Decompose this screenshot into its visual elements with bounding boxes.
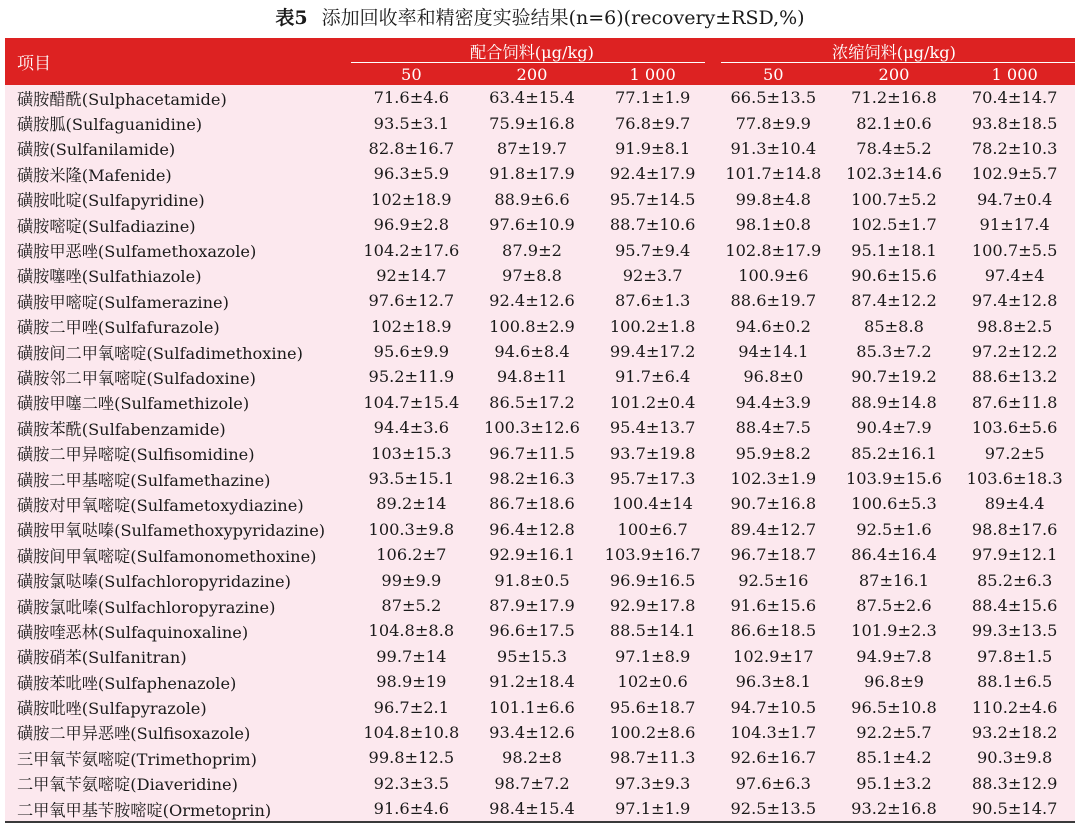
recovery-value-cell: 90.4±7.9 bbox=[834, 415, 955, 440]
recovery-value-cell: 85.3±7.2 bbox=[834, 339, 955, 364]
recovery-value-cell: 90.7±16.8 bbox=[713, 491, 834, 516]
recovery-value-cell: 93.5±15.1 bbox=[351, 466, 472, 491]
recovery-value-cell: 97.9±12.1 bbox=[954, 542, 1075, 567]
recovery-value-cell: 91.8±17.9 bbox=[472, 161, 593, 186]
recovery-value-cell: 99.3±13.5 bbox=[954, 618, 1075, 643]
recovery-value-cell: 96.4±12.8 bbox=[472, 517, 593, 542]
recovery-value-cell: 97.6±6.3 bbox=[713, 771, 834, 796]
table-row bbox=[5, 440, 1075, 465]
recovery-value-cell: 86.6±18.5 bbox=[713, 618, 834, 643]
recovery-value-cell: 96.7±11.5 bbox=[472, 440, 593, 465]
recovery-value-cell: 91.9±8.1 bbox=[592, 136, 713, 161]
recovery-value-cell: 87.5±2.6 bbox=[834, 593, 955, 618]
level-header: 1 000 bbox=[954, 63, 1075, 85]
recovery-value-cell: 95.7±14.5 bbox=[592, 187, 713, 212]
recovery-value-cell: 100.2±1.8 bbox=[592, 314, 713, 339]
recovery-value-cell: 90.7±19.2 bbox=[834, 364, 955, 389]
recovery-value-cell: 78.2±10.3 bbox=[954, 136, 1075, 161]
recovery-value-cell: 94.8±11 bbox=[472, 364, 593, 389]
recovery-value-cell: 100.3±9.8 bbox=[351, 517, 472, 542]
recovery-value-cell: 91.6±4.6 bbox=[351, 796, 472, 822]
table-row bbox=[5, 314, 1075, 339]
compound-name-cell: 磺胺吡唑(Sulfapyrazole) bbox=[5, 694, 351, 719]
level-header: 200 bbox=[834, 63, 955, 85]
recovery-value-cell: 89±4.4 bbox=[954, 491, 1075, 516]
recovery-value-cell: 100±6.7 bbox=[592, 517, 713, 542]
recovery-value-cell: 99.8±4.8 bbox=[713, 187, 834, 212]
recovery-value-cell: 106.2±7 bbox=[351, 542, 472, 567]
level-header: 50 bbox=[351, 63, 472, 85]
compound-name-cell: 磺胺甲恶唑(Sulfamethoxazole) bbox=[5, 237, 351, 262]
recovery-value-cell: 104.8±10.8 bbox=[351, 720, 472, 745]
recovery-value-cell: 96.7±2.1 bbox=[351, 694, 472, 719]
table-row bbox=[5, 237, 1075, 262]
table-row bbox=[5, 187, 1075, 212]
recovery-value-cell: 95.7±17.3 bbox=[592, 466, 713, 491]
recovery-value-cell: 97.2±12.2 bbox=[954, 339, 1075, 364]
recovery-value-cell: 99.4±17.2 bbox=[592, 339, 713, 364]
recovery-value-cell: 92.5±13.5 bbox=[713, 796, 834, 822]
recovery-value-cell: 88.1±6.5 bbox=[954, 669, 1075, 694]
recovery-value-cell: 104.2±17.6 bbox=[351, 237, 472, 262]
table-row bbox=[5, 288, 1075, 313]
recovery-value-cell: 92.9±16.1 bbox=[472, 542, 593, 567]
compound-name-cell: 二甲氧甲基苄胺嘧啶(Ormetoprin) bbox=[5, 796, 351, 822]
table-row bbox=[5, 644, 1075, 669]
recovery-value-cell: 95±15.3 bbox=[472, 644, 593, 669]
compound-name-cell: 磺胺间甲氧嘧啶(Sulfamonomethoxine) bbox=[5, 542, 351, 567]
recovery-value-cell: 96.9±16.5 bbox=[592, 567, 713, 592]
recovery-value-cell: 96.8±9 bbox=[834, 669, 955, 694]
recovery-value-cell: 96.5±10.8 bbox=[834, 694, 955, 719]
recovery-value-cell: 88.3±12.9 bbox=[954, 771, 1075, 796]
recovery-value-cell: 102.3±1.9 bbox=[713, 466, 834, 491]
compound-name-cell: 磺胺二甲异恶唑(Sulfisoxazole) bbox=[5, 720, 351, 745]
recovery-value-cell: 98.7±11.3 bbox=[592, 745, 713, 770]
recovery-value-cell: 97.6±12.7 bbox=[351, 288, 472, 313]
compound-name-cell: 磺胺(Sulfanilamide) bbox=[5, 136, 351, 161]
recovery-value-cell: 95.6±18.7 bbox=[592, 694, 713, 719]
recovery-value-cell: 97.1±1.9 bbox=[592, 796, 713, 822]
table-row bbox=[5, 796, 1075, 822]
recovery-value-cell: 92.9±17.8 bbox=[592, 593, 713, 618]
recovery-value-cell: 98.2±16.3 bbox=[472, 466, 593, 491]
recovery-value-cell: 85.1±4.2 bbox=[834, 745, 955, 770]
recovery-value-cell: 98.9±19 bbox=[351, 669, 472, 694]
recovery-value-cell: 92.4±12.6 bbox=[472, 288, 593, 313]
recovery-value-cell: 102.9±17 bbox=[713, 644, 834, 669]
recovery-value-cell: 94.4±3.6 bbox=[351, 415, 472, 440]
compound-name-cell: 二甲氧苄氨嘧啶(Diaveridine) bbox=[5, 771, 351, 796]
table-row bbox=[5, 415, 1075, 440]
recovery-value-cell: 77.1±1.9 bbox=[592, 85, 713, 110]
group-header-compound-feed-label: 配合饲料(μg/kg) bbox=[470, 42, 594, 62]
recovery-value-cell: 101.1±6.6 bbox=[472, 694, 593, 719]
recovery-value-cell: 102.8±17.9 bbox=[713, 237, 834, 262]
recovery-value-cell: 87±16.1 bbox=[834, 567, 955, 592]
compound-name-cell: 磺胺吡啶(Sulfapyridine) bbox=[5, 187, 351, 212]
group-header-concentrate-feed-label: 浓缩饲料(μg/kg) bbox=[832, 42, 956, 62]
recovery-value-cell: 88.4±15.6 bbox=[954, 593, 1075, 618]
compound-name-cell: 磺胺二甲基嘧啶(Sulfamethazine) bbox=[5, 466, 351, 491]
table-title: 添加回收率和精密度实验结果(n=6)(recovery±RSD,%) bbox=[321, 7, 805, 29]
recovery-value-cell: 102±0.6 bbox=[592, 669, 713, 694]
recovery-value-cell: 97.1±8.9 bbox=[592, 644, 713, 669]
recovery-value-cell: 71.6±4.6 bbox=[351, 85, 472, 110]
table-row bbox=[5, 491, 1075, 516]
recovery-value-cell: 88.6±13.2 bbox=[954, 364, 1075, 389]
compound-name-cell: 磺胺对甲氧嘧啶(Sulfametoxydiazine) bbox=[5, 491, 351, 516]
recovery-value-cell: 100.6±5.3 bbox=[834, 491, 955, 516]
recovery-value-cell: 90.6±15.6 bbox=[834, 263, 955, 288]
recovery-value-cell: 92±3.7 bbox=[592, 263, 713, 288]
recovery-value-cell: 87±19.7 bbox=[472, 136, 593, 161]
recovery-value-cell: 100.9±6 bbox=[713, 263, 834, 288]
recovery-value-cell: 88.9±6.6 bbox=[472, 187, 593, 212]
recovery-value-cell: 94.6±0.2 bbox=[713, 314, 834, 339]
recovery-value-cell: 96.3±5.9 bbox=[351, 161, 472, 186]
recovery-value-cell: 93.5±3.1 bbox=[351, 110, 472, 135]
table-row bbox=[5, 212, 1075, 237]
recovery-value-cell: 95.4±13.7 bbox=[592, 415, 713, 440]
compound-name-cell: 三甲氧苄氨嘧啶(Trimethoprim) bbox=[5, 745, 351, 770]
recovery-value-cell: 96.9±2.8 bbox=[351, 212, 472, 237]
recovery-value-cell: 93.7±19.8 bbox=[592, 440, 713, 465]
compound-name-cell: 磺胺二甲唑(Sulfafurazole) bbox=[5, 314, 351, 339]
recovery-value-cell: 95.7±9.4 bbox=[592, 237, 713, 262]
recovery-value-cell: 92±14.7 bbox=[351, 263, 472, 288]
compound-name-cell: 磺胺邻二甲氧嘧啶(Sulfadoxine) bbox=[5, 364, 351, 389]
recovery-value-cell: 101.9±2.3 bbox=[834, 618, 955, 643]
recovery-value-cell: 96.8±0 bbox=[713, 364, 834, 389]
recovery-value-cell: 75.9±16.8 bbox=[472, 110, 593, 135]
table-row bbox=[5, 466, 1075, 491]
recovery-value-cell: 102.3±14.6 bbox=[834, 161, 955, 186]
table-row bbox=[5, 567, 1075, 592]
recovery-value-cell: 86.7±18.6 bbox=[472, 491, 593, 516]
recovery-value-cell: 96.6±17.5 bbox=[472, 618, 593, 643]
table-header bbox=[5, 38, 1075, 85]
recovery-value-cell: 82.1±0.6 bbox=[834, 110, 955, 135]
compound-name-cell: 磺胺噻唑(Sulfathiazole) bbox=[5, 263, 351, 288]
compound-name-cell: 磺胺甲噻二唑(Sulfamethizole) bbox=[5, 390, 351, 415]
recovery-value-cell: 102.9±5.7 bbox=[954, 161, 1075, 186]
recovery-value-cell: 87.9±17.9 bbox=[472, 593, 593, 618]
level-header: 200 bbox=[472, 63, 593, 85]
table-row bbox=[5, 390, 1075, 415]
recovery-value-cell: 102.5±1.7 bbox=[834, 212, 955, 237]
compound-name-cell: 磺胺二甲异嘧啶(Sulfisomidine) bbox=[5, 440, 351, 465]
table-row bbox=[5, 720, 1075, 745]
recovery-value-cell: 95.6±9.9 bbox=[351, 339, 472, 364]
recovery-value-cell: 100.2±8.6 bbox=[592, 720, 713, 745]
recovery-value-cell: 100.7±5.5 bbox=[954, 237, 1075, 262]
recovery-value-cell: 70.4±14.7 bbox=[954, 85, 1075, 110]
compound-name-cell: 磺胺氯哒嗪(Sulfachloropyridazine) bbox=[5, 567, 351, 592]
recovery-value-cell: 99±9.9 bbox=[351, 567, 472, 592]
recovery-value-cell: 96.7±18.7 bbox=[713, 542, 834, 567]
recovery-value-cell: 90.5±14.7 bbox=[954, 796, 1075, 822]
table-row bbox=[5, 110, 1075, 135]
recovery-value-cell: 98.4±15.4 bbox=[472, 796, 593, 822]
recovery-value-cell: 102±18.9 bbox=[351, 314, 472, 339]
table-row bbox=[5, 161, 1075, 186]
compound-name-cell: 磺胺醋酰(Sulphacetamide) bbox=[5, 85, 351, 110]
level-header: 1 000 bbox=[592, 63, 713, 85]
recovery-value-cell: 101.7±14.8 bbox=[713, 161, 834, 186]
recovery-value-cell: 95.2±11.9 bbox=[351, 364, 472, 389]
level-header: 50 bbox=[713, 63, 834, 85]
recovery-value-cell: 91.6±15.6 bbox=[713, 593, 834, 618]
recovery-value-cell: 78.4±5.2 bbox=[834, 136, 955, 161]
table-row bbox=[5, 593, 1075, 618]
recovery-value-cell: 99.7±14 bbox=[351, 644, 472, 669]
recovery-value-cell: 97.8±1.5 bbox=[954, 644, 1075, 669]
table-row bbox=[5, 618, 1075, 643]
compound-name-cell: 磺胺苯吡唑(Sulfaphenazole) bbox=[5, 669, 351, 694]
recovery-value-cell: 98.2±8 bbox=[472, 745, 593, 770]
compound-name-cell: 磺胺喹恶林(Sulfaquinoxaline) bbox=[5, 618, 351, 643]
item-column-header: 项目 bbox=[5, 38, 351, 85]
recovery-value-cell: 85±8.8 bbox=[834, 314, 955, 339]
recovery-value-cell: 97.4±4 bbox=[954, 263, 1075, 288]
recovery-value-cell: 92.6±16.7 bbox=[713, 745, 834, 770]
recovery-value-cell: 85.2±16.1 bbox=[834, 440, 955, 465]
recovery-value-cell: 103.9±15.6 bbox=[834, 466, 955, 491]
recovery-value-cell: 100.7±5.2 bbox=[834, 187, 955, 212]
recovery-value-cell: 92.2±5.7 bbox=[834, 720, 955, 745]
recovery-value-cell: 92.5±16 bbox=[713, 567, 834, 592]
recovery-value-cell: 93.4±12.6 bbox=[472, 720, 593, 745]
compound-name-cell: 磺胺胍(Sulfaguanidine) bbox=[5, 110, 351, 135]
recovery-value-cell: 97.4±12.8 bbox=[954, 288, 1075, 313]
recovery-value-cell: 87±5.2 bbox=[351, 593, 472, 618]
recovery-value-cell: 90.3±9.8 bbox=[954, 745, 1075, 770]
table-row bbox=[5, 694, 1075, 719]
recovery-value-cell: 94.9±7.8 bbox=[834, 644, 955, 669]
compound-name-cell: 磺胺米隆(Mafenide) bbox=[5, 161, 351, 186]
recovery-value-cell: 92.3±3.5 bbox=[351, 771, 472, 796]
recovery-value-cell: 93.8±18.5 bbox=[954, 110, 1075, 135]
recovery-value-cell: 66.5±13.5 bbox=[713, 85, 834, 110]
recovery-value-cell: 99.8±12.5 bbox=[351, 745, 472, 770]
recovery-value-cell: 87.6±1.3 bbox=[592, 288, 713, 313]
table-body bbox=[5, 85, 1075, 822]
recovery-value-cell: 94.4±3.9 bbox=[713, 390, 834, 415]
recovery-value-cell: 85.2±6.3 bbox=[954, 567, 1075, 592]
recovery-value-cell: 93.2±16.8 bbox=[834, 796, 955, 822]
recovery-value-cell: 88.4±7.5 bbox=[713, 415, 834, 440]
recovery-value-cell: 97±8.8 bbox=[472, 263, 593, 288]
recovery-value-cell: 98.1±0.8 bbox=[713, 212, 834, 237]
table-row bbox=[5, 136, 1075, 161]
recovery-value-cell: 96.3±8.1 bbox=[713, 669, 834, 694]
recovery-value-cell: 98.8±17.6 bbox=[954, 517, 1075, 542]
recovery-value-cell: 101.2±0.4 bbox=[592, 390, 713, 415]
recovery-value-cell: 91.8±0.5 bbox=[472, 567, 593, 592]
recovery-value-cell: 104.8±8.8 bbox=[351, 618, 472, 643]
recovery-value-cell: 100.3±12.6 bbox=[472, 415, 593, 440]
recovery-value-cell: 86.5±17.2 bbox=[472, 390, 593, 415]
table-caption bbox=[0, 0, 1080, 36]
recovery-value-cell: 94.7±10.5 bbox=[713, 694, 834, 719]
recovery-value-cell: 94±14.1 bbox=[713, 339, 834, 364]
recovery-value-cell: 92.5±1.6 bbox=[834, 517, 955, 542]
recovery-value-cell: 82.8±16.7 bbox=[351, 136, 472, 161]
recovery-value-cell: 95.1±18.1 bbox=[834, 237, 955, 262]
compound-name-cell: 磺胺甲氧哒嗪(Sulfamethoxypyridazine) bbox=[5, 517, 351, 542]
table-row bbox=[5, 263, 1075, 288]
compound-name-cell: 磺胺硝苯(Sulfanitran) bbox=[5, 644, 351, 669]
recovery-value-cell: 71.2±16.8 bbox=[834, 85, 955, 110]
table-row bbox=[5, 364, 1075, 389]
table-row bbox=[5, 85, 1075, 110]
recovery-value-cell: 103.9±16.7 bbox=[592, 542, 713, 567]
table-number: 表5 bbox=[275, 7, 308, 29]
recovery-value-cell: 88.9±14.8 bbox=[834, 390, 955, 415]
recovery-value-cell: 103.6±5.6 bbox=[954, 415, 1075, 440]
group-header-underline bbox=[351, 62, 705, 64]
recovery-value-cell: 104.7±15.4 bbox=[351, 390, 472, 415]
compound-name-cell: 磺胺氯吡嗪(Sulfachloropyrazine) bbox=[5, 593, 351, 618]
compound-name-cell: 磺胺嘧啶(Sulfadiazine) bbox=[5, 212, 351, 237]
compound-name-cell: 磺胺苯酰(Sulfabenzamide) bbox=[5, 415, 351, 440]
recovery-value-cell: 87.6±11.8 bbox=[954, 390, 1075, 415]
recovery-value-cell: 95.9±8.2 bbox=[713, 440, 834, 465]
recovery-value-cell: 102±18.9 bbox=[351, 187, 472, 212]
recovery-value-cell: 87.4±12.2 bbox=[834, 288, 955, 313]
recovery-value-cell: 98.8±2.5 bbox=[954, 314, 1075, 339]
group-header-underline bbox=[721, 62, 1075, 64]
recovery-value-cell: 76.8±9.7 bbox=[592, 110, 713, 135]
recovery-value-cell: 77.8±9.9 bbox=[713, 110, 834, 135]
recovery-table bbox=[5, 38, 1075, 823]
recovery-value-cell: 100.4±14 bbox=[592, 491, 713, 516]
table-row bbox=[5, 745, 1075, 770]
recovery-value-cell: 103±15.3 bbox=[351, 440, 472, 465]
recovery-value-cell: 97.2±5 bbox=[954, 440, 1075, 465]
table-row bbox=[5, 542, 1075, 567]
recovery-value-cell: 92.4±17.9 bbox=[592, 161, 713, 186]
recovery-value-cell: 94.6±8.4 bbox=[472, 339, 593, 364]
table-row bbox=[5, 771, 1075, 796]
recovery-value-cell: 89.2±14 bbox=[351, 491, 472, 516]
recovery-value-cell: 89.4±12.7 bbox=[713, 517, 834, 542]
recovery-value-cell: 63.4±15.4 bbox=[472, 85, 593, 110]
compound-name-cell: 磺胺间二甲氧嘧啶(Sulfadimethoxine) bbox=[5, 339, 351, 364]
recovery-value-cell: 88.5±14.1 bbox=[592, 618, 713, 643]
recovery-value-cell: 100.8±2.9 bbox=[472, 314, 593, 339]
recovery-value-cell: 94.7±0.4 bbox=[954, 187, 1075, 212]
compound-name-cell: 磺胺甲嘧啶(Sulfamerazine) bbox=[5, 288, 351, 313]
recovery-value-cell: 87.9±2 bbox=[472, 237, 593, 262]
recovery-value-cell: 86.4±16.4 bbox=[834, 542, 955, 567]
recovery-value-cell: 97.6±10.9 bbox=[472, 212, 593, 237]
recovery-value-cell: 93.2±18.2 bbox=[954, 720, 1075, 745]
recovery-value-cell: 110.2±4.6 bbox=[954, 694, 1075, 719]
table-row bbox=[5, 339, 1075, 364]
recovery-value-cell: 91.2±18.4 bbox=[472, 669, 593, 694]
recovery-value-cell: 88.7±10.6 bbox=[592, 212, 713, 237]
recovery-value-cell: 103.6±18.3 bbox=[954, 466, 1075, 491]
group-header-compound-feed bbox=[351, 38, 713, 63]
recovery-value-cell: 104.3±1.7 bbox=[713, 720, 834, 745]
recovery-value-cell: 91.3±10.4 bbox=[713, 136, 834, 161]
group-header-concentrate-feed bbox=[713, 38, 1075, 63]
recovery-value-cell: 97.3±9.3 bbox=[592, 771, 713, 796]
recovery-value-cell: 91.7±6.4 bbox=[592, 364, 713, 389]
recovery-value-cell: 88.6±19.7 bbox=[713, 288, 834, 313]
recovery-value-cell: 95.1±3.2 bbox=[834, 771, 955, 796]
table-row bbox=[5, 517, 1075, 542]
recovery-value-cell: 98.7±7.2 bbox=[472, 771, 593, 796]
recovery-value-cell: 91±17.4 bbox=[954, 212, 1075, 237]
table-row bbox=[5, 669, 1075, 694]
